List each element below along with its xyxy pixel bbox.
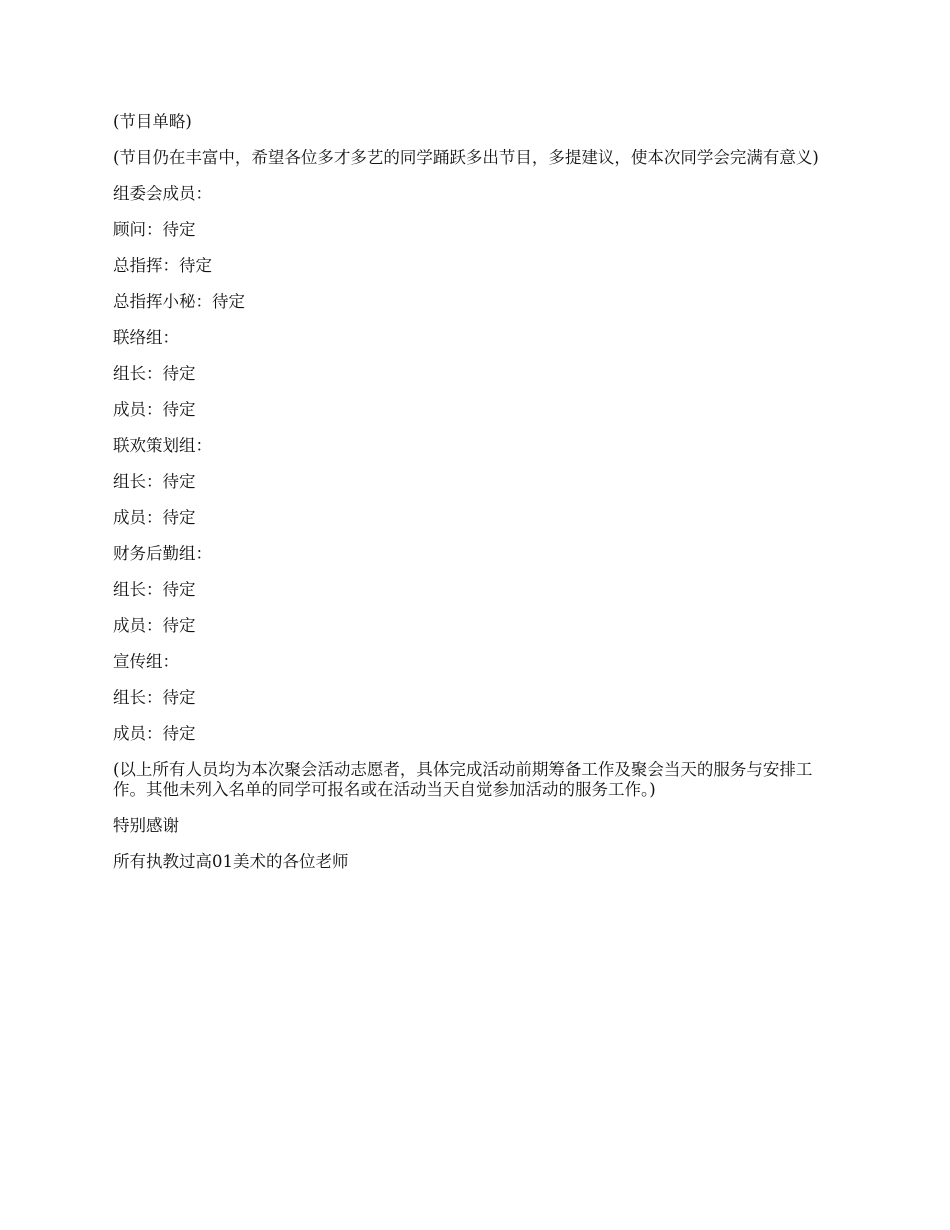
advisor-line: 顾问：待定 [113, 220, 196, 239]
committee-heading: 组委会成员： [113, 184, 212, 203]
publicity-members-line: 成员：待定 [113, 724, 196, 743]
party-planning-group-heading: 联欢策划组： [113, 436, 212, 455]
publicity-leader-line: 组长：待定 [113, 688, 196, 707]
publicity-group-heading: 宣传组： [113, 652, 179, 671]
liaison-members-line: 成员：待定 [113, 400, 196, 419]
party-planning-leader-line: 组长：待定 [113, 472, 196, 491]
liaison-group-heading: 联络组： [113, 328, 179, 347]
party-planning-members-line: 成员：待定 [113, 508, 196, 527]
volunteer-note: (以上所有人员均为本次聚会活动志愿者，具体完成活动前期筹备工作及聚会当天的服务与安排工作。其他未列入名单的同学可报名或在活动当天自觉参加活动的服务工作。) [113, 760, 813, 799]
chief-director-line: 总指挥：待定 [113, 256, 212, 275]
finance-logistics-group-heading: 财务后勤组： [113, 544, 212, 563]
finance-logistics-members-line: 成员：待定 [113, 616, 196, 635]
special-thanks-text: 所有执教过高01美术的各位老师 [113, 852, 349, 871]
liaison-leader-line: 组长：待定 [113, 364, 196, 383]
director-secretary-line: 总指挥小秘：待定 [113, 292, 245, 311]
document-body [113, 112, 835, 888]
program-call-note: (节目仍在丰富中，希望各位多才多艺的同学踊跃多出节目，多提建议，使本次同学会完满有意义) [113, 148, 819, 167]
finance-logistics-leader-line: 组长：待定 [113, 580, 196, 599]
special-thanks-heading: 特别感谢 [113, 816, 179, 835]
program-list-note: (节目单略) [113, 112, 192, 131]
